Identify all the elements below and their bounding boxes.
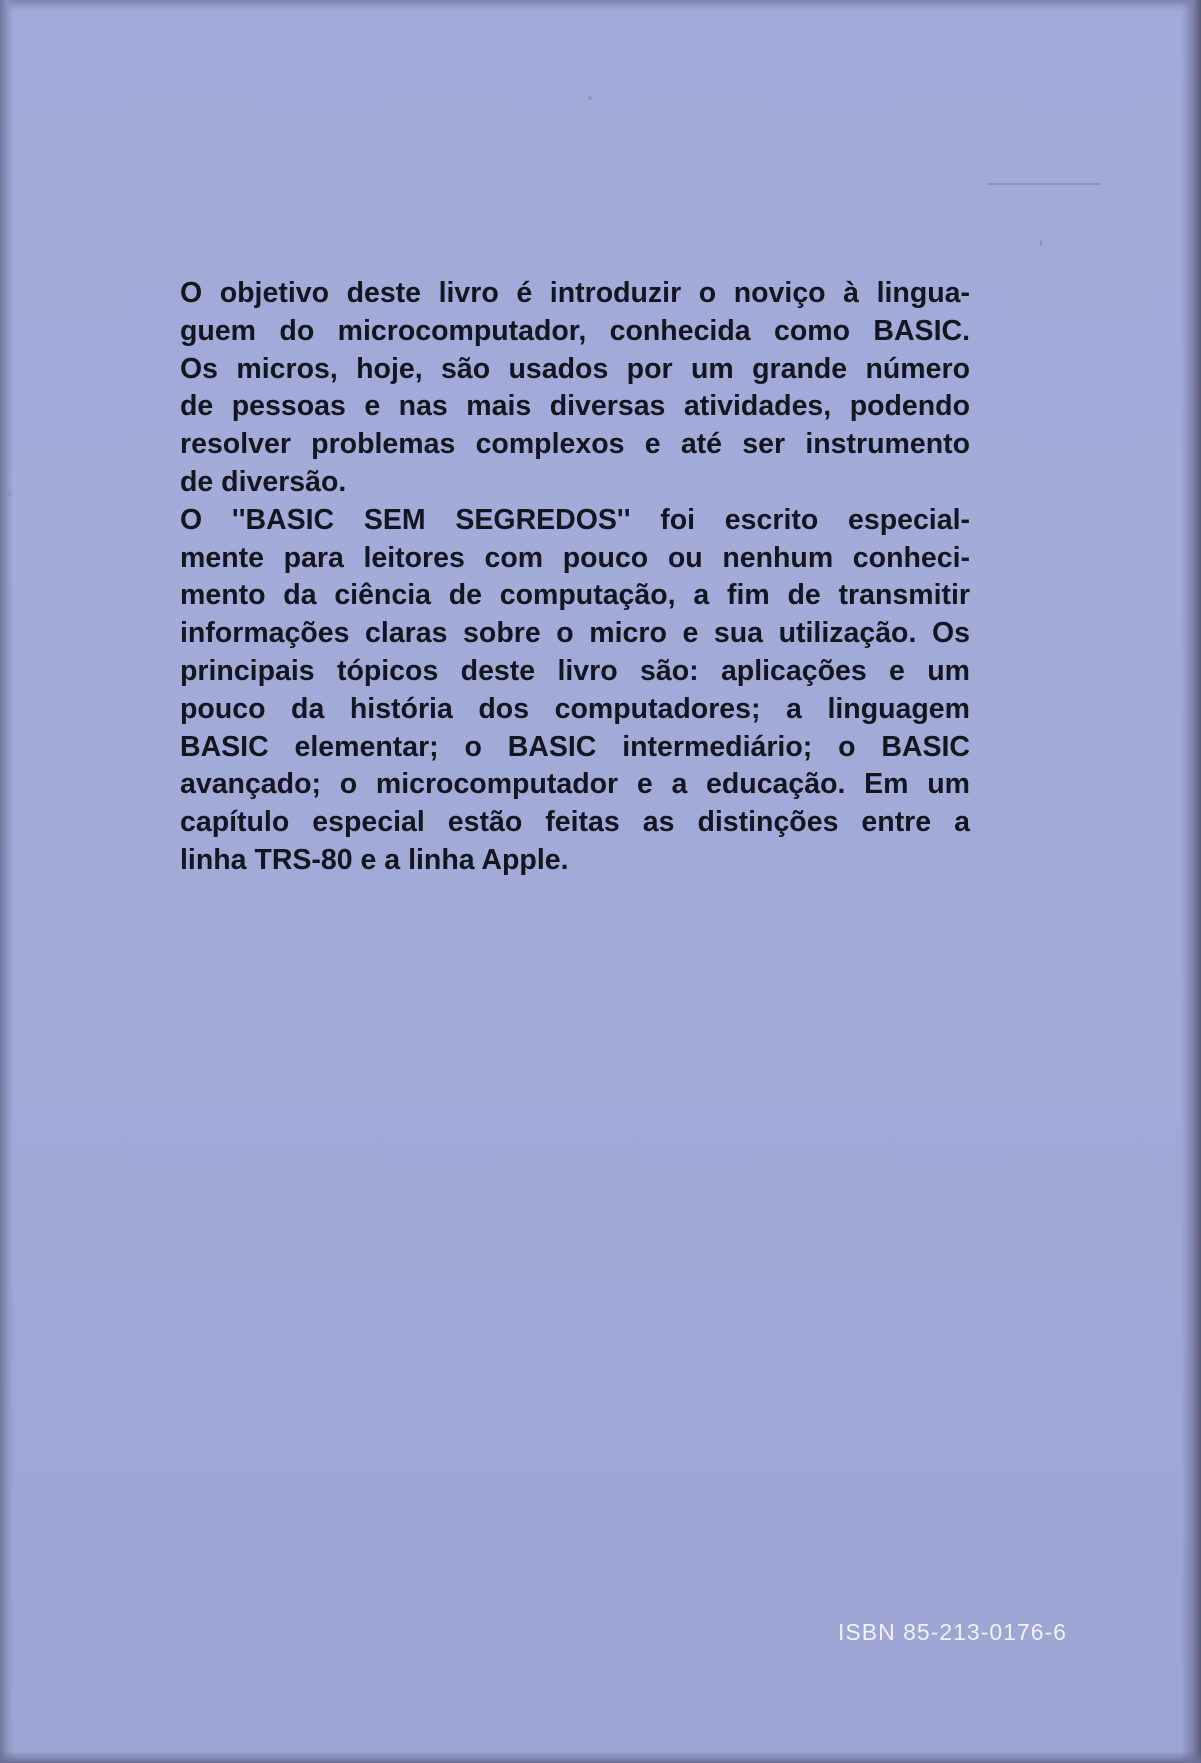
back-cover-blurb: [180, 275, 970, 880]
blurb-line: capítulo especial estão feitas as distinções entre a: [180, 806, 970, 839]
blurb-line: mente para leitores com pouco ou nenhum conheci-: [180, 541, 970, 574]
isbn-number: ISBN 85-213-0176-6: [838, 1619, 1067, 1645]
cover-right-edge: [1181, 0, 1201, 1763]
blurb-line: informações claras sobre o micro e sua utilização. Os: [180, 617, 970, 650]
blurb-line: O objetivo deste livro é introduzir o noviço à lingua-: [180, 277, 970, 309]
cover-bottom-edge: [0, 1751, 1201, 1763]
blurb-line: de pessoas e nas mais diversas atividades, podendo: [180, 390, 970, 423]
scuff-mark: [988, 183, 1100, 185]
blurb-line: resolver problemas complexos e até ser instrumento: [180, 428, 970, 461]
blurb-line: Os micros, hoje, são usados por um grande número: [180, 352, 970, 385]
blurb-line: de diversão.: [180, 465, 347, 498]
cover-top-edge: [0, 0, 1201, 10]
cover-left-edge: [0, 0, 14, 1763]
scuff-mark: [8, 493, 11, 496]
blurb-line: avançado; o microcomputador e a educação. Em um: [180, 768, 970, 801]
blurb-line: linha TRS-80 e a linha Apple.: [180, 843, 569, 876]
scuff-mark: [588, 96, 592, 100]
blurb-line: principais tópicos deste livro são: aplicações e um: [180, 654, 970, 687]
blurb-line: guem do microcomputador, conhecida como BASIC.: [180, 314, 970, 347]
scuff-mark: [1040, 240, 1042, 246]
blurb-line: BASIC elementar; o BASIC intermediário; o BASIC: [180, 730, 970, 763]
blurb-line: mento da ciência de computação, a fim de transmitir: [180, 579, 970, 612]
blurb-line: O ''BASIC SEM SEGREDOS'' foi escrito especial-: [180, 503, 970, 536]
blurb-line: pouco da história dos computadores; a linguagem: [180, 692, 970, 725]
